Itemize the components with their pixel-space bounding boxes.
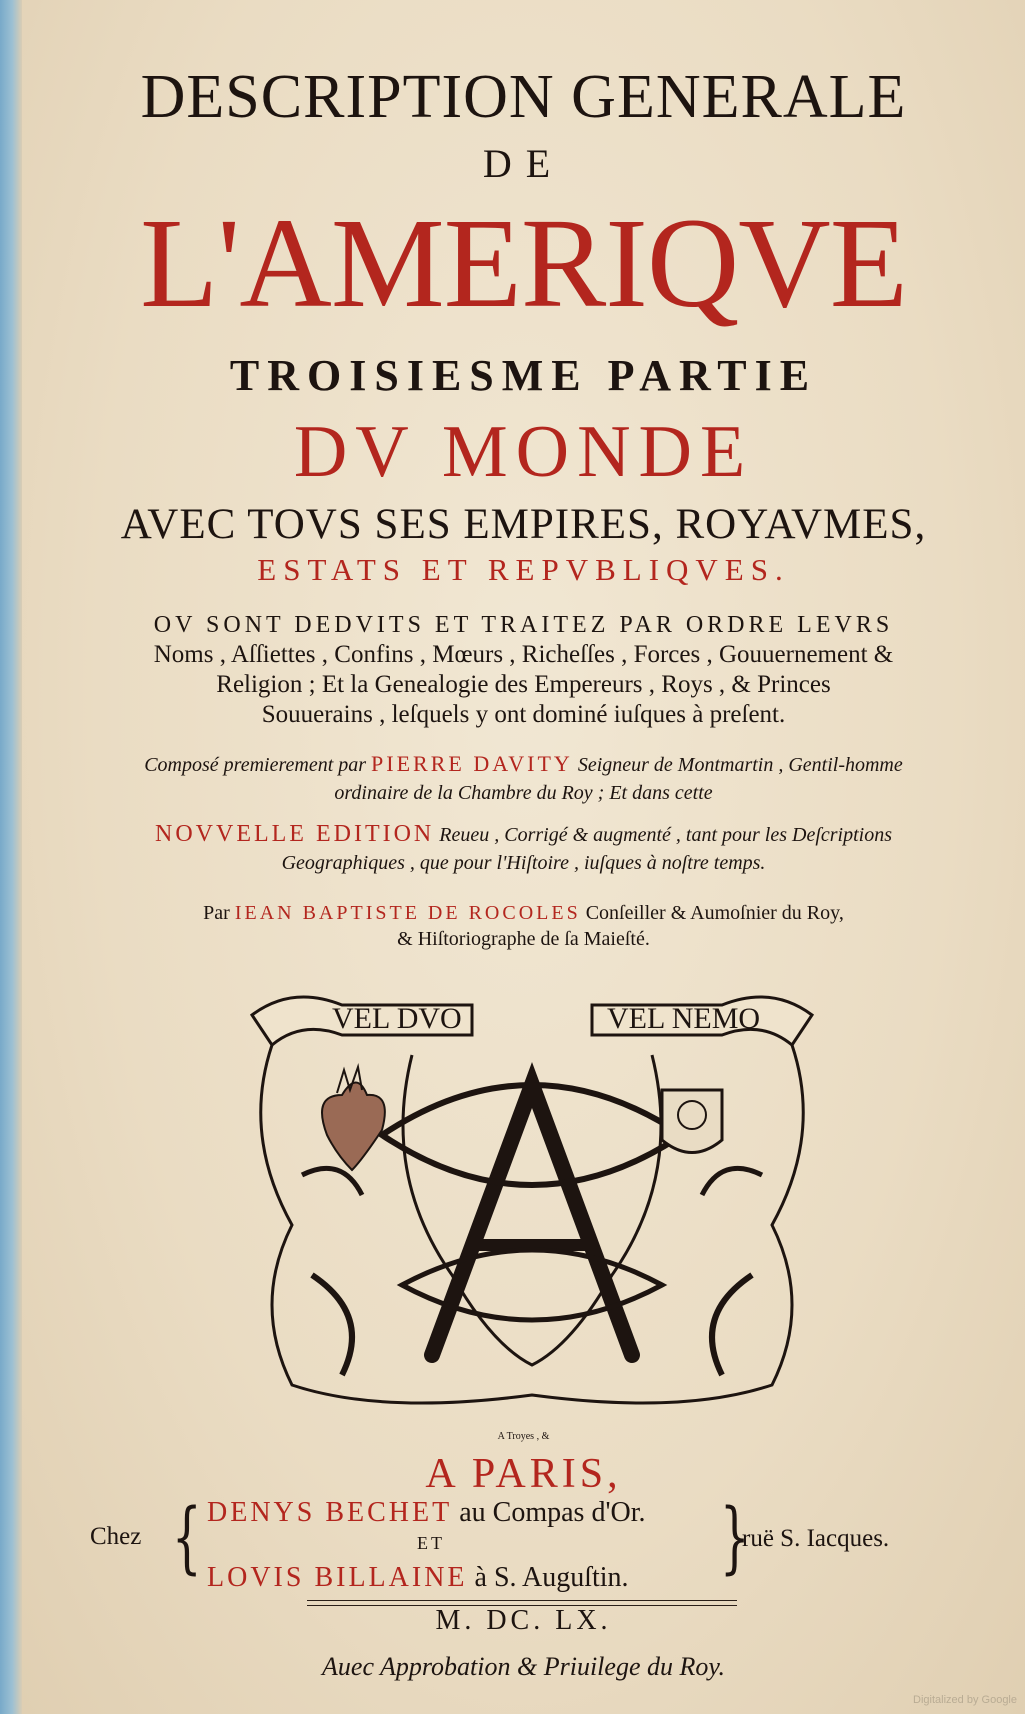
publisher-1 [207,1497,646,1529]
composer-block [22,750,1025,807]
publisher-1-sign: au Compas d'Or. [459,1497,646,1528]
editor-block [22,900,1025,952]
description-line-2: Noms , Aſſiettes , Confins , Mœurs , Richeſſes , Forces , Gouuernement & [153,641,894,668]
watermark: Digitalized by Google [913,1694,1017,1706]
title-page [22,0,1025,1714]
description-heading: OV SONT DEDVITS ET TRAITEZ PAR ORDRE LEVRS [153,612,894,638]
edition-label: NOVVELLE EDITION [154,821,435,847]
title-line-4: TROISIESME PARTIE [229,351,818,400]
right-brace: } [719,1493,750,1583]
title-main: L'AMERIQVE [140,192,907,334]
publisher-2-name: LOVIS BILLAINE [207,1562,468,1593]
composer-prefix: Composé premierement par [144,754,367,776]
title-line-7: ESTATS ET REPVBLIQVES. [257,552,790,587]
page-edge [0,0,22,1714]
composer-line-2: ordinaire de la Chambre du Roy ; Et dans cette [334,782,713,804]
description-line-3: Religion ; Et la Genealogie des Empereurs , Roys , & Princes [216,671,831,698]
printer-emblem [232,975,832,1415]
publisher-2 [207,1562,629,1594]
imprint-privilege: Auec Approbation & Priuilege du Roy. [322,1652,725,1681]
edition-text-1: Reueu , Corrigé & augmenté , tant pour les Deſcriptions [439,824,892,846]
title-line-2: DE [482,141,565,186]
imprint-chez: Chez [90,1523,142,1550]
composer-title: Seigneur de Montmartin , Gentil-homme [577,754,903,776]
edition-block [22,820,1025,877]
title-line-1: DESCRIPTION GENERALE [140,63,907,131]
imprint-street: ruë S. Iacques. [742,1525,890,1552]
motto-left: VEL DVO [332,1002,462,1035]
description-line-4: Souuerains , leſquels y ont dominé iuſques à preſent. [261,701,786,728]
publisher-et: ET [417,1533,445,1553]
publisher-2-sign: à S. Auguſtin. [474,1562,629,1593]
editor-par: Par [203,902,230,924]
editor-name: IEAN BAPTISTE DE ROCOLES [234,902,581,924]
editor-line-2: & Hiſtoriographe de ſa Maieſté. [397,928,650,950]
composer-name: PIERRE DAVITY [371,751,573,776]
publisher-1-name: DENYS BECHET [207,1497,453,1528]
imprint-note: A Troyes , & [497,1431,550,1442]
imprint-city: A PARIS, [425,1451,622,1497]
imprint-date: M. DC. LX. [435,1605,612,1636]
motto-right: VEL NEMO [607,1002,761,1035]
title-line-5: DV MONDE [293,411,754,493]
left-brace: { [171,1493,202,1583]
edition-text-2: Geographiques , que pour l'Hiſtoire , iuſques à noſtre temps. [281,852,766,874]
editor-title: Conſeiller & Aumoſnier du Roy, [585,902,844,924]
title-line-6: AVEC TOVS SES EMPIRES, ROYAVMES, [120,501,927,548]
